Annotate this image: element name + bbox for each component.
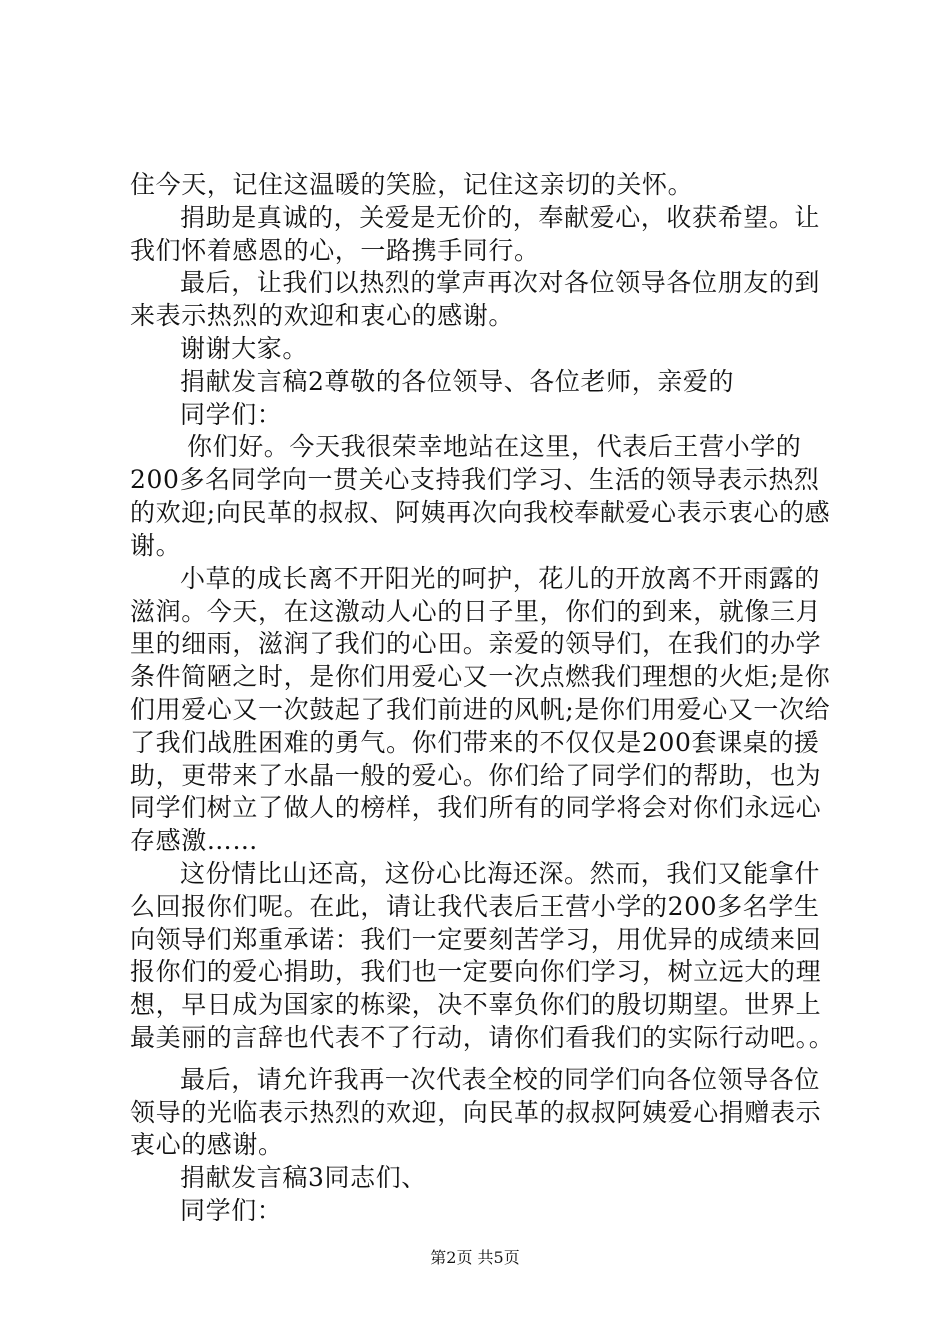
text-line: 捐助是真诚的，关爱是无价的，奉献爱心，收获希望。让: [180, 203, 821, 232]
text-line: 们用爱心又一次鼓起了我们前进的风帆;是你们用爱心又一次给: [130, 695, 831, 724]
text-line: 条件简陋之时，是你们用爱心又一次点燃我们理想的火炬;是你: [130, 662, 831, 691]
text-line: 这份情比山还高，这份心比海还深。然而，我们又能拿什: [180, 859, 821, 888]
text-line: 你们好。今天我很荣幸地站在这里，代表后王营小学的: [187, 432, 802, 461]
text-line: 想，早日成为国家的栋梁，决不辜负你们的殷切期望。世界上: [130, 990, 822, 1019]
text-line: 小草的成长离不开阳光的呵护，花儿的开放离不开雨露的: [180, 564, 821, 593]
text-line: 报你们的爱心捐助，我们也一定要向你们学习，树立远大的理: [130, 957, 822, 986]
text-line: 同学们：: [180, 1196, 283, 1225]
page-number-footer: 第2页 共5页: [430, 1248, 520, 1267]
text-line: 最后，请允许我再一次代表全校的同学们向各位领导各位: [180, 1065, 821, 1094]
text-line: 最美丽的言辞也代表不了行动，请你们看我们的实际行动吧。。: [130, 1023, 835, 1052]
text-line: 的欢迎;向民革的叔叔、阿姨再次向我校奉献爱心表示衷心的感: [130, 498, 831, 527]
text-line: 同学们树立了做人的榜样，我们所有的同学将会对你们永远心: [130, 793, 822, 822]
text-line: 滋润。今天，在这激动人心的日子里，你们的到来，就像三月: [130, 597, 822, 626]
text-line: 来表示热烈的欢迎和衷心的感谢。: [130, 301, 515, 330]
text-line: 助，更带来了水晶一般的爱心。你们给了同学们的帮助，也为: [130, 761, 822, 790]
text-line: 里的细雨，滋润了我们的心田。亲爱的领导们，在我们的办学: [130, 629, 822, 658]
text-line: 最后，让我们以热烈的掌声再次对各位领导各位朋友的到: [180, 268, 821, 297]
text-line: 向领导们郑重承诺：我们一定要刻苦学习，用优异的成绩来回: [130, 925, 822, 954]
text-line: 捐献发言稿2尊敬的各位领导、各位老师，亲爱的: [180, 367, 735, 396]
text-line: 住今天，记住这温暖的笑脸，记住这亲切的关怀。: [130, 170, 694, 199]
text-line: 衷心的感谢。: [130, 1130, 284, 1159]
text-line: 领导的光临表示热烈的欢迎，向民革的叔叔阿姨爱心捐赠表示: [130, 1098, 822, 1127]
text-line: 同学们：: [180, 400, 283, 429]
text-line: 我们怀着感恩的心，一路携手同行。: [130, 236, 540, 265]
text-line: 么回报你们呢。在此，请让我代表后王营小学的200多名学生: [130, 892, 820, 921]
text-line: 200多名同学向一贯关心支持我们学习、生活的领导表示热烈: [130, 465, 820, 494]
text-line: 了我们战胜困难的勇气。你们带来的不仅仅是200套课桌的援: [130, 728, 820, 757]
text-line: 谢谢大家。: [180, 334, 309, 363]
text-line: 捐献发言稿3同志们、: [180, 1163, 427, 1192]
text-line: 存感激……: [130, 826, 259, 855]
text-line: 谢。: [130, 531, 182, 560]
